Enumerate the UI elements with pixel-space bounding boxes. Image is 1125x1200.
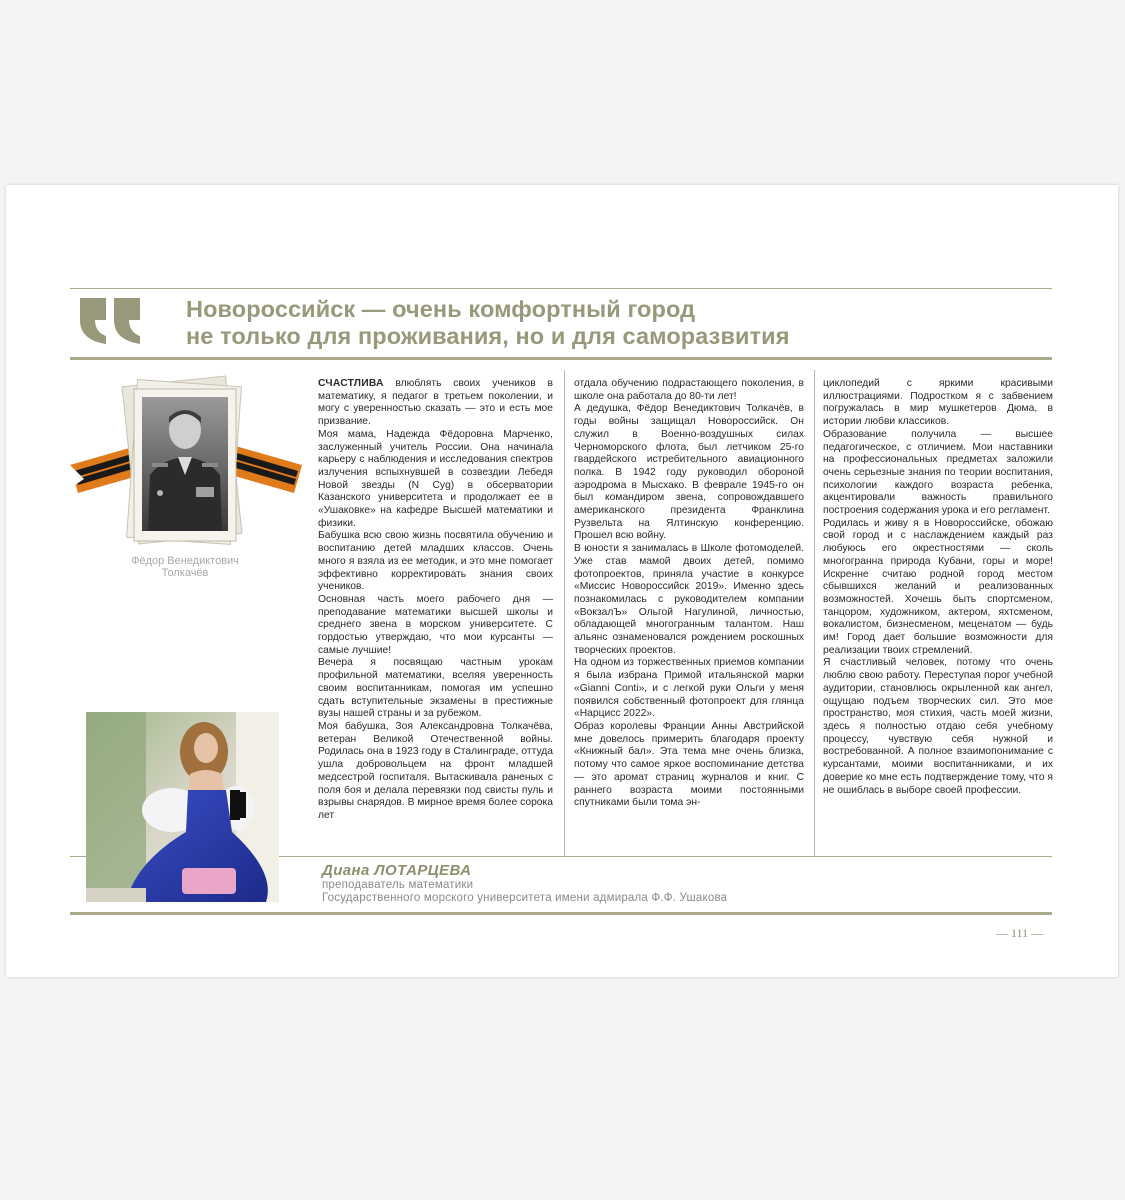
- paragraph: отдала обучению подрастающего поколения, в школе она работала до 80-ти лет!: [574, 378, 804, 402]
- author-block: [322, 862, 727, 905]
- column-separator-2: [814, 370, 815, 856]
- paragraph: Вечера я посвящаю частным урокам профильной математики, вселяя уверенность своим воспитанникам, помогая им успешно сдать вступительные экзамены в престижные вузы нашей страны и за рубежом.: [318, 657, 553, 720]
- top-thin-rule: [70, 288, 1052, 289]
- paragraph: Я счастливый человек, потому что очень люблю свою работу. Переступая порог учебной аудитории, становлюсь окрыленной как ангел, ощущаю подъем творческих сил. Это мое пространство, моя стихия, часть моей жизни, здесь я полностью отдаю себя учебному процессу, чувствую себя нужной и востребованной. А полное взаимопонимание с курсантами, моими воспитанниками, и их доверие ко мне есть подтверждение тому, что я не ошиблась в выборе своей профессии.: [823, 657, 1054, 796]
- portrait-caption-line-1: Фёдор Венедиктович: [131, 555, 239, 567]
- paragraph: Моя бабушка, Зоя Александровна Толкачёва, ветеран Великой Отечественной войны. Родилась она в 1923 году в Сталинграде, оттуда ушла добровольцем на фронт младшей медсестрой госпиталя. Вытаскивала раненых с поля боя и делала перевязки под свисты пуль и взрывы снарядов. В мирное время более сорока лет: [318, 720, 553, 821]
- headline: [186, 296, 1046, 350]
- paragraph: циклопедий с яркими красивыми иллюстрациями. Подростком я с забвением погружалась в мир мушкетеров Дюма, в истории любви классиков.: [823, 378, 1053, 428]
- author-photo: [86, 712, 279, 902]
- article-column-1: [318, 378, 553, 823]
- paragraph: Моя мама, Надежда Фёдоровна Марченко, заслуженный учитель России. Она начинала карьеру с наблюдения и исследования спектров излучения вспыхнувшей в созвездии Лебедя Новой звезды (N Cyg) в обсерватории Казанского университета и продолжает ее в «Ушаковке» на кафедре Высшей математики и физики.: [318, 428, 553, 529]
- paragraph: Основная часть моего рабочего дня — преподавание математики высшей школы и среднего звена в морском университете. С гордостью утверждаю, что мои курсанты — самые лучшие!: [318, 593, 553, 656]
- paragraph: На одном из торжественных приемов компании я была избрана Примой итальянской марки «Gianni Conti», и с легкой руки Ольги у меня появился собственный фотопроект для глянца «Нарцисс 2022».: [574, 657, 804, 720]
- lead-word: СЧАСТЛИВА: [318, 378, 384, 389]
- article-column-2: [574, 378, 804, 810]
- author-name: Диана ЛОТАРЦЕВА: [322, 862, 472, 879]
- column-separator-1: [564, 370, 565, 856]
- headline-line-2: не только для проживания, но и для саморазвития: [186, 323, 790, 349]
- author-role-line-2: Государственного морского университета имени адмирала Ф.Ф. Ушакова: [322, 892, 728, 904]
- headline-line-1: Новороссийск — очень комфортный город: [186, 296, 696, 322]
- paragraph: А дедушка, Фёдор Венедиктович Толкачёв, в годы войны защищал Новороссийск. Он служил в Военно-воздушных силах Черноморского флота, был летчиком 25-го гвардейского истребительного авиационного полка. В 1942 году руководил обороной аэродрома в Мысхако. В феврале 1945-го он был командиром звена, сопровождавшего американского президента Франклина Рузвельта на Ялтинскую конференцию. Прошел всю войну.: [574, 403, 804, 542]
- footer-rule: [70, 912, 1052, 915]
- author-role-line-1: преподаватель математики: [322, 879, 474, 891]
- headline-bottom-rule: [70, 357, 1052, 360]
- veteran-portrait-photo: [70, 375, 302, 555]
- portrait-caption: [110, 555, 260, 579]
- paragraph: Образ королевы Франции Анны Австрийской мне довелось примерить благодаря проекту «Книжный бал». Эта тема мне очень близка, потому что самое яркое воспоминание детства — это аромат страниц журналов и книг. С раннего возраста моими постоянными спутниками были тома эн-: [574, 720, 804, 809]
- article-column-3: [823, 378, 1053, 797]
- paragraph: Родилась и живу я в Новороссийске, обожаю свой город и с наслаждением каждый раз любуюсь его окрестностями — сколь многогранна природа Кубани, горы и море! Искренне считаю родной город местом сбывшихся желаний и реализованных возможностей. Хочешь быть спортсменом, танцором, художником, актером, яхтсменом, вокалистом, бизнесменом, меценатом — будь им! Город дает большие возможности для реализации твоих стремлений.: [823, 517, 1053, 656]
- portrait-caption-line-2: Толкачёв: [161, 567, 209, 579]
- paragraph: В юности я занималась в Школе фотомоделей. Уже став мамой двоих детей, помимо фотопроектов, приняла участие в конкурсе «Миссис Новороссийск 2019». Именно здесь познакомилась с руководителем компании «ВокзалЪ» Ольгой Нагулиной, личностью, обладающей многогранным талантом. Наш альянс ознаменовался рождением роскошных творческих проектов.: [574, 543, 804, 656]
- paragraph: СЧАСТЛИВА влюблять своих учеников в математику, я педагог в третьем поколении, и могу с уверенностью сказать — это и есть мое призвание.: [318, 378, 553, 428]
- paragraph: Образование получила — высшее педагогическое, с отличием. Мои наставники на профессиональных предметах заложили очень серьезные знания по теории воспитания, психологии каждого возраста ребенка, акцентировали важность правильного построения содержания урока и его регламент.: [823, 428, 1053, 517]
- page-number: — 111 —: [996, 926, 1044, 940]
- quote-mark-icon: [76, 290, 148, 350]
- paragraph: Бабушка всю свою жизнь посвятила обучению и воспитанию детей младших классов. Очень много я взяла из ее методик, и это мне помогает эффективно корректировать знания своих учеников.: [318, 530, 553, 593]
